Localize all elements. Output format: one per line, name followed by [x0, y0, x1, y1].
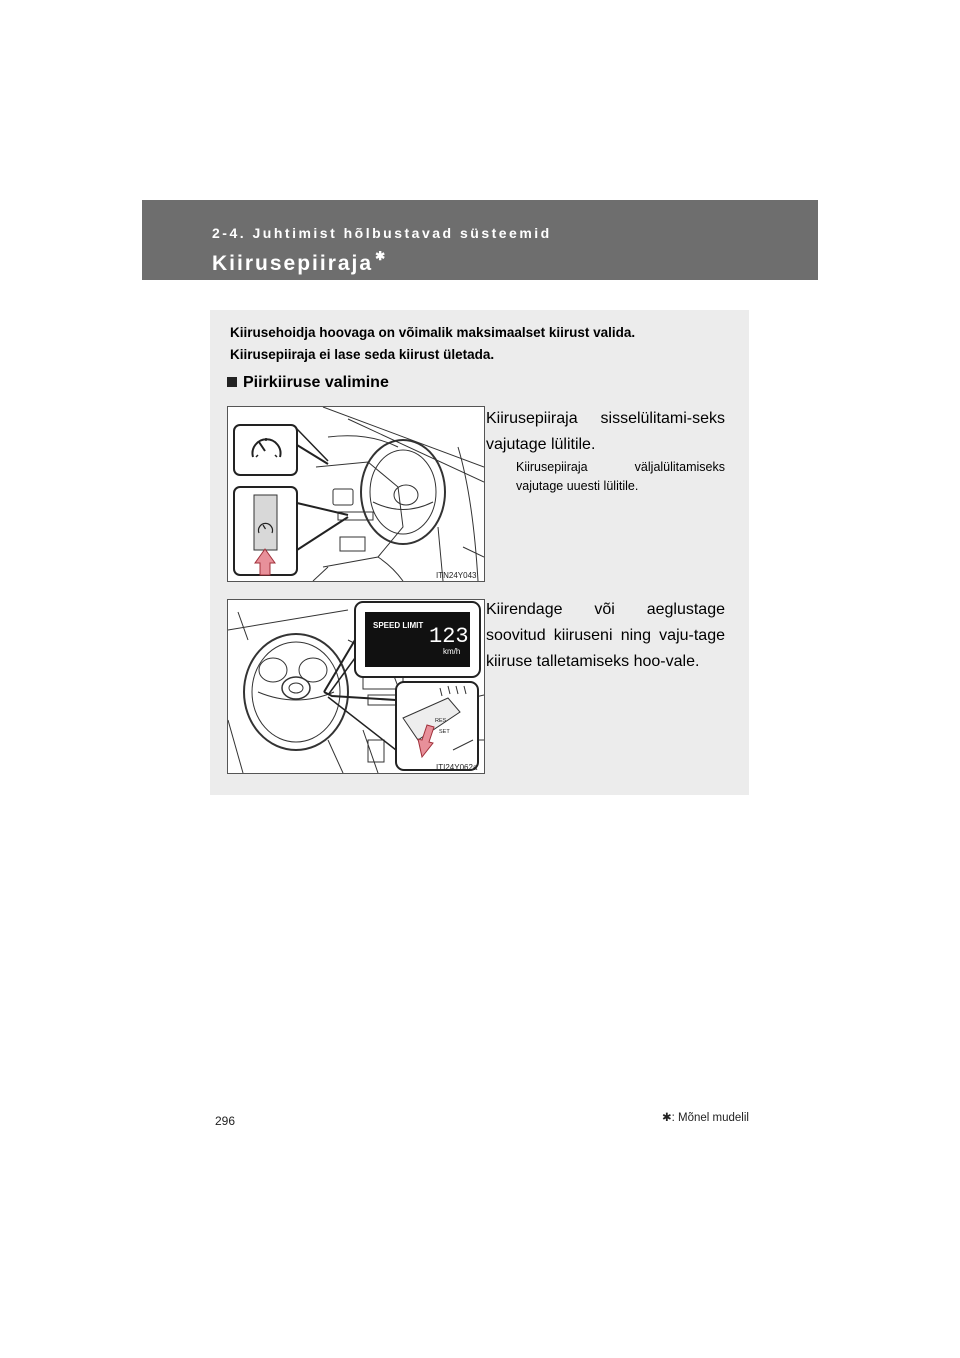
- figure-code: ITN24Y043: [436, 571, 477, 580]
- title-text: Kiirusepiiraja: [212, 252, 374, 275]
- subheading-text: Piirkiiruse valimine: [243, 374, 389, 391]
- figure-set-speed-limit: [227, 599, 485, 774]
- square-bullet-icon: [227, 377, 237, 387]
- page-title: [212, 249, 385, 276]
- intro-line: Kiirusepiiraja ei lase seda kiirust ületada.: [230, 347, 495, 362]
- step2-text: Kiirendage või aeglustage soovitud kiiruseni ning vaju-tage kiiruse talletamiseks hoo-vale.: [486, 601, 725, 670]
- display-unit: km/h: [443, 647, 461, 656]
- display-value: 123: [429, 624, 469, 649]
- figure-code: ITI24Y062a: [436, 763, 478, 772]
- intro-line: Kiirusehoidja hoovaga on võimalik maksimaalset kiirust valida.: [230, 325, 636, 340]
- content-box: [210, 310, 749, 795]
- intro-text: [230, 322, 740, 366]
- steering-display-illustration: [228, 600, 484, 773]
- lever-label-set: SET: [439, 729, 450, 735]
- step1-text: Kiirusepiiraja sisselülitami-seks vajutage lülitile.: [486, 410, 725, 453]
- section-header: [142, 200, 818, 280]
- dashboard-switch-illustration: [228, 407, 484, 581]
- display-label: SPEED LIMIT: [373, 621, 424, 630]
- page-number: 296: [215, 1114, 236, 1128]
- subheading: [227, 374, 389, 392]
- model-note-mark: ✱: [375, 249, 386, 263]
- step1-note: Kiirusepiiraja väljalülitamiseks vajutage uuesti lülitile.: [516, 460, 725, 493]
- lever-label-res: RES: [435, 718, 447, 724]
- footnote: ✱: Mõnel mudelil: [662, 1112, 749, 1124]
- section-label: 2-4. Juhtimist hõlbustavad süsteemid: [212, 225, 552, 241]
- figure-speed-limiter-switch: [227, 406, 485, 582]
